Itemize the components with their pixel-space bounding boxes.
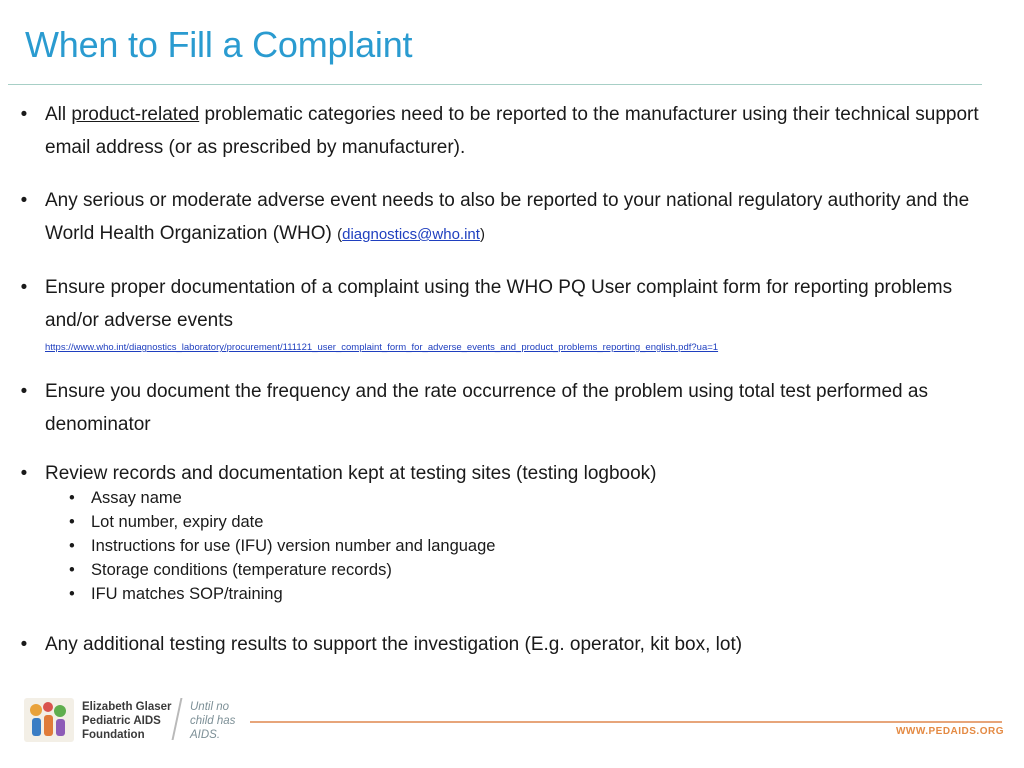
page-title: When to Fill a Complaint — [25, 24, 413, 65]
foundation-name: Elizabeth Glaser Pediatric AIDS Foundation — [82, 701, 172, 741]
complaint-form-link[interactable]: https://www.who.int/diagnostics_laboratory/procurement/111121_user_complaint_form_for_adverse_events_and_product_problems_reporting_english.pdf?ua=1 — [45, 342, 719, 353]
paren-open: ( — [337, 226, 343, 243]
bullet-marker: • — [20, 277, 28, 298]
bullet-frequency — [18, 375, 1008, 441]
bullet-documentation — [18, 271, 1008, 355]
product-related-emphasis: product-related — [71, 104, 200, 125]
bullet-text: Review records and documentation kept at testing sites (testing logbook) — [45, 463, 657, 484]
bullet-text: Ensure you document the frequency and the rate occurrence of the problem using total test performed as denominator — [45, 381, 928, 435]
bullet-text: Any additional testing results to support the investigation (E.g. operator, kit box, lot) — [45, 634, 743, 655]
bullet-additional-testing — [18, 628, 1008, 661]
list-item: • Instructions for use (IFU) version number and language — [69, 534, 981, 558]
foundation-logo-icon — [24, 698, 74, 742]
slide-content — [18, 98, 1008, 661]
records-sub-list — [0, 486, 981, 606]
bullet-marker: • — [69, 489, 75, 507]
foundation-tagline: Until no child has AIDS. — [190, 701, 236, 741]
website-link[interactable]: WWW.PEDAIDS.ORG — [895, 726, 1004, 737]
list-item: • Storage conditions (temperature records) — [69, 558, 981, 582]
bullet-marker: • — [20, 104, 28, 125]
bullet-text: Ensure proper documentation of a complaint using the WHO PQ User complaint form for reporting problems and/or adverse events — [45, 277, 953, 331]
bullet-product-related — [18, 98, 1008, 164]
title-divider — [8, 84, 982, 85]
logo-divider — [172, 698, 183, 740]
bullet-marker: • — [69, 561, 75, 579]
bullet-text: Any serious or moderate adverse event needs to also be reported to your national regulatory authority and the World Health Organization (WHO) — [45, 190, 970, 244]
bullet-marker: • — [20, 463, 28, 484]
bullet-text: problematic categories need to be reported to the manufacturer using their technical support email address (or as prescribed by manufacturer). — [45, 104, 979, 158]
list-item: • Lot number, expiry date — [69, 510, 981, 534]
paren-close: ) — [479, 226, 485, 243]
list-item: • IFU matches SOP/training — [69, 582, 981, 606]
bullet-marker: • — [69, 585, 75, 603]
bullet-marker: • — [20, 381, 28, 402]
list-item: • Assay name — [69, 486, 981, 510]
bullet-adverse-event — [18, 184, 1008, 251]
bullet-marker: • — [20, 634, 28, 655]
who-email-link[interactable]: diagnostics@who.int — [342, 226, 480, 243]
bullet-text: All — [45, 104, 72, 125]
bullet-marker: • — [69, 513, 75, 531]
slide-footer — [0, 690, 1024, 750]
bullet-marker: • — [20, 190, 28, 211]
bullet-marker: • — [69, 537, 75, 555]
footer-divider — [250, 721, 1002, 723]
